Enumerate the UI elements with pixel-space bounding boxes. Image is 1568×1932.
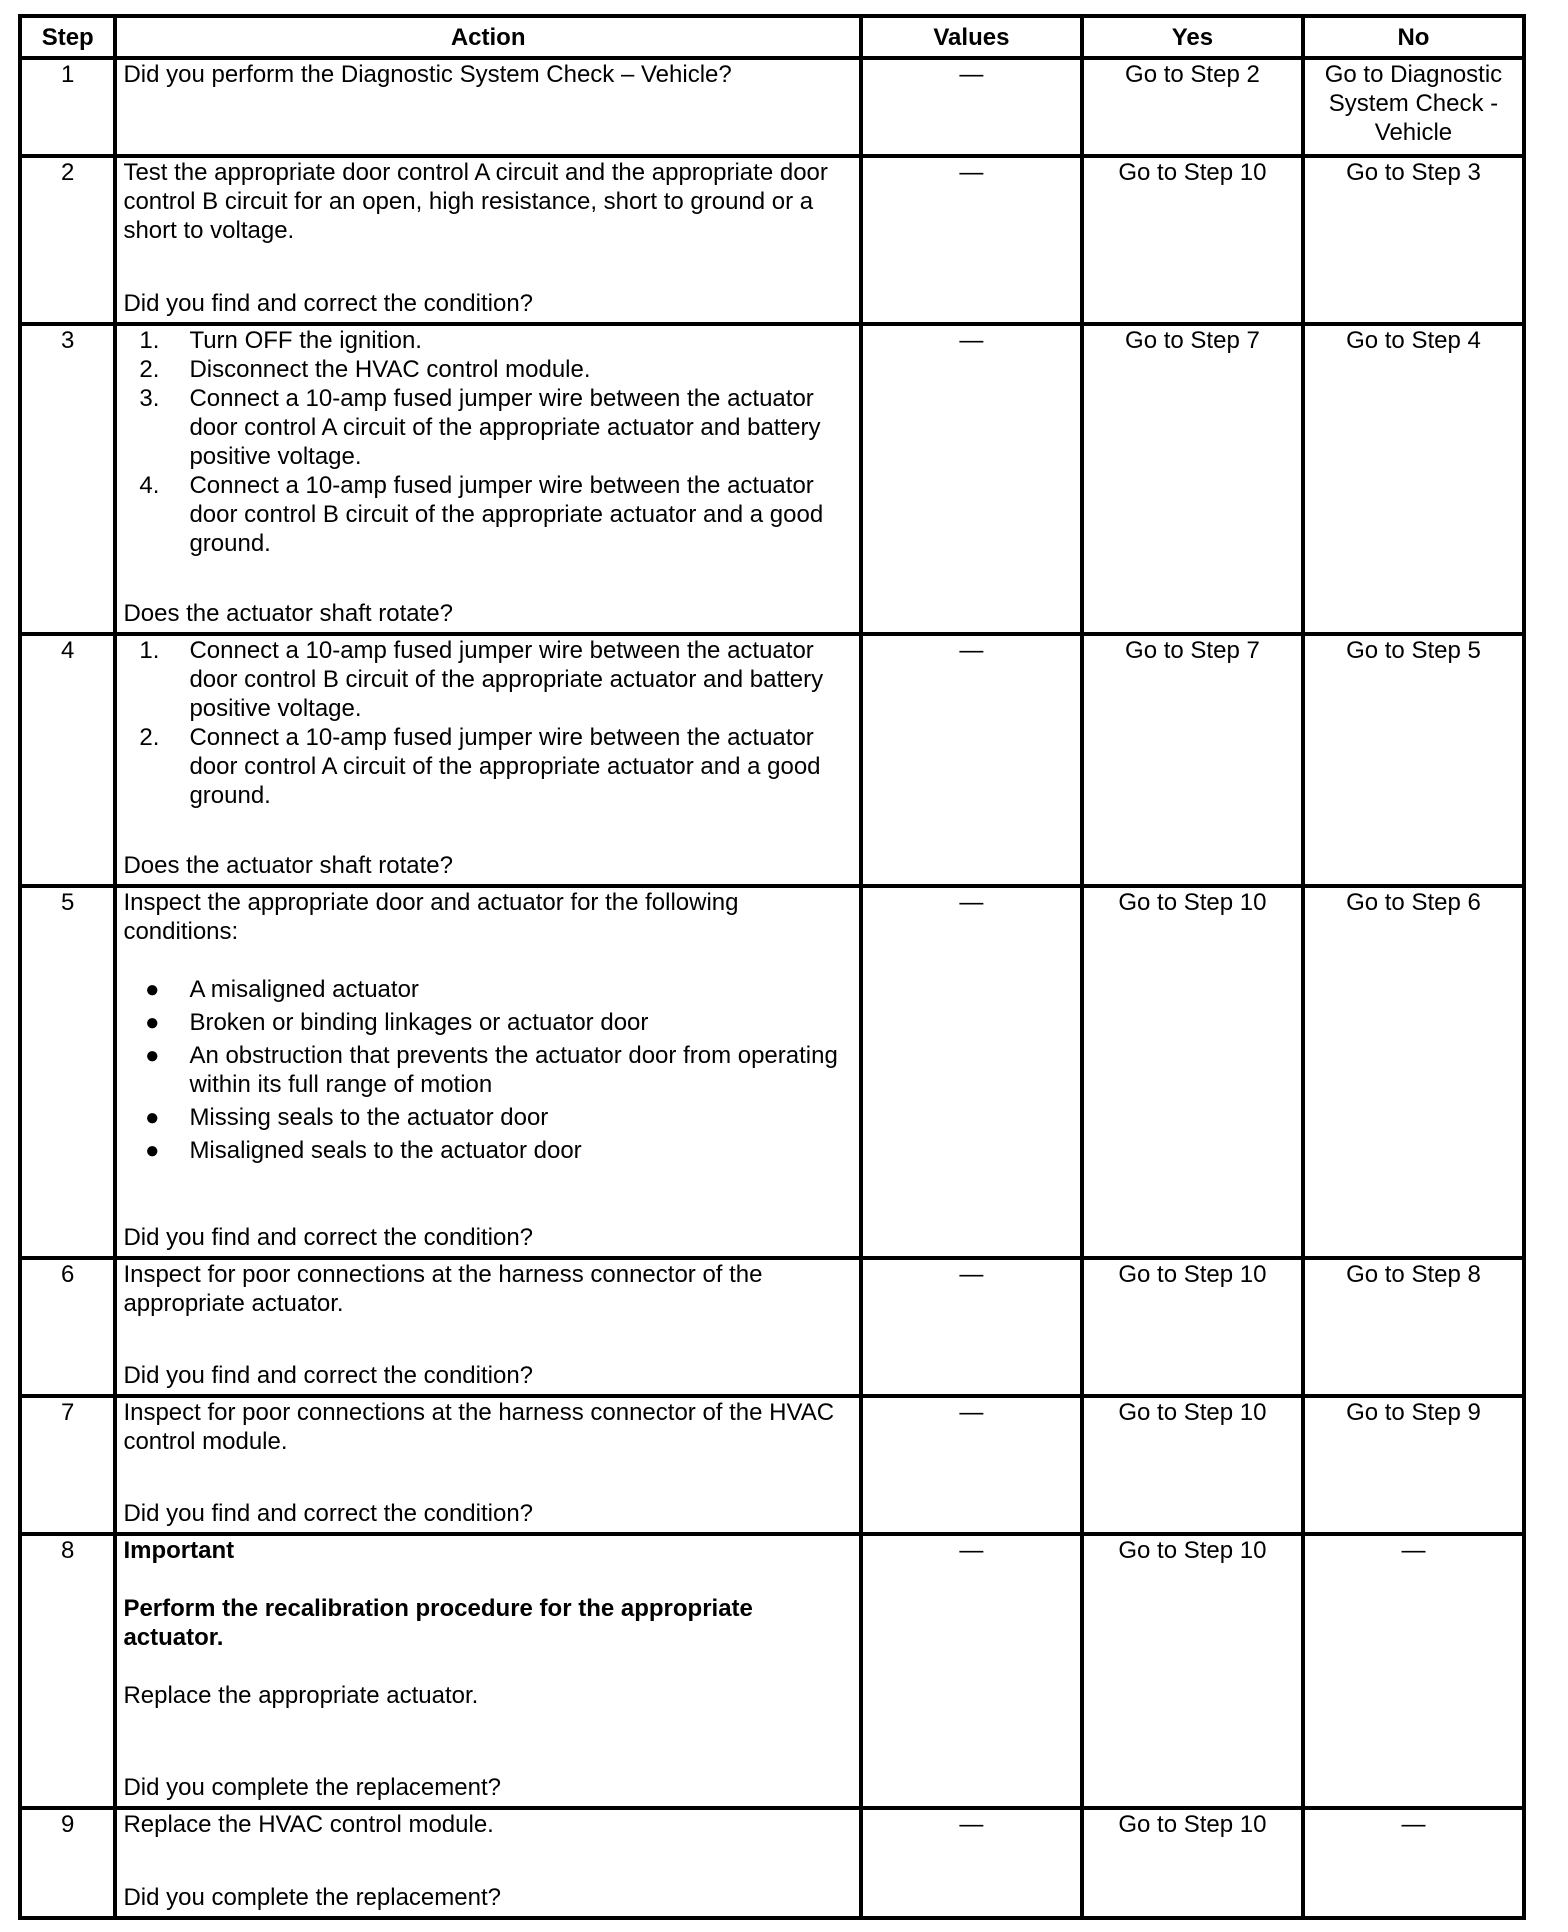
action-cell [115,634,860,886]
action-cell [115,58,860,156]
step-number: 1 [20,58,115,156]
no-cell: Go to Step 5 [1303,634,1524,886]
no-cell: Go to Step 4 [1303,324,1524,634]
table-row [20,1258,1524,1396]
action-question: Did you find and correct the condition? [123,1224,534,1251]
yes-cell: Go to Step 10 [1082,1396,1303,1534]
action-text: Test the appropriate door control A circuit and the appropriate door control B circuit for an open, high resistance, short to ground or a short to voltage. [123,159,828,244]
action-cell [115,156,860,324]
action-question: Did you complete the replacement? [123,1774,501,1801]
action-cell [115,324,860,634]
action-cell [115,886,860,1258]
bullet-icon: ● [144,1104,160,1131]
yes-cell: Go to Step 7 [1082,324,1303,634]
action-text: Replace the HVAC control module. [123,1811,494,1838]
value-cell: — [861,1396,1082,1534]
header-action: Action [115,16,860,58]
action-question: Does the actuator shaft rotate? [123,600,453,627]
action-cell [115,1258,860,1396]
value-cell: — [861,156,1082,324]
header-yes: Yes [1082,16,1303,58]
no-cell: Go to Step 6 [1303,886,1524,1258]
step-number: 7 [20,1396,115,1534]
action-question: Did you find and correct the condition? [123,1362,534,1389]
table-row [20,1534,1524,1808]
bullet-icon: ● [144,1137,160,1164]
value-cell: — [861,1258,1082,1396]
list-item [123,326,852,355]
item-text: Broken or binding linkages or actuator door [189,1009,649,1036]
list-item [123,1041,852,1099]
action-text: Inspect for poor connections at the harness connector of the HVAC control module. [123,1399,835,1455]
no-cell: Go to Step 9 [1303,1396,1524,1534]
bullet-icon: ● [144,976,160,1003]
table-row [20,634,1524,886]
yes-cell: Go to Step 7 [1082,634,1303,886]
action-question: Did you complete the replacement? [123,1884,501,1911]
item-number: 1. [139,637,160,664]
list-item [123,1103,852,1132]
step-number: 3 [20,324,115,634]
step-number: 8 [20,1534,115,1808]
item-text: An obstruction that prevents the actuator door from operating within its full range of motion [189,1042,838,1098]
item-number: 2. [139,356,160,383]
header-no: No [1303,16,1524,58]
step-number: 6 [20,1258,115,1396]
list-item [123,636,852,723]
item-number: 3. [139,385,160,412]
table-row [20,324,1524,634]
numbered-steps [123,636,852,810]
diagnostic-table [18,14,1526,1920]
table-row [20,156,1524,324]
action-body [123,1536,852,1710]
no-cell: Go to Step 8 [1303,1258,1524,1396]
numbered-steps [123,326,852,558]
no-cell: — [1303,1534,1524,1808]
yes-cell: Go to Step 10 [1082,886,1303,1258]
item-text: Missing seals to the actuator door [189,1104,549,1131]
bullet-icon: ● [144,1009,160,1036]
value-cell: — [861,634,1082,886]
action-text: Replace the appropriate actuator. [123,1682,479,1709]
list-item [123,723,852,810]
list-item [123,975,852,1004]
value-cell: — [861,1808,1082,1918]
yes-cell: Go to Step 2 [1082,58,1303,156]
value-cell: — [861,58,1082,156]
no-cell: Go to Diagnostic System Check - Vehicle [1303,58,1524,156]
step-number: 9 [20,1808,115,1918]
item-text: Misaligned seals to the actuator door [189,1137,582,1164]
table-row [20,1808,1524,1918]
step-number: 5 [20,886,115,1258]
no-cell: Go to Step 3 [1303,156,1524,324]
no-cell: — [1303,1808,1524,1918]
item-text: A misaligned actuator [189,976,419,1003]
action-cell [115,1808,860,1918]
action-text: Inspect the appropriate door and actuator for the following conditions: [123,889,739,945]
action-cell [115,1396,860,1534]
item-text: Connect a 10-amp fused jumper wire between the actuator door control B circuit of the appropriate actuator and a good ground. [189,472,824,557]
item-text: Turn OFF the ignition. [189,327,422,354]
item-number: 4. [139,472,160,499]
action-question: Did you find and correct the condition? [123,290,534,317]
table-row [20,1396,1524,1534]
condition-list [123,975,852,1165]
yes-cell: Go to Step 10 [1082,1534,1303,1808]
value-cell: — [861,1534,1082,1808]
value-cell: — [861,886,1082,1258]
list-item [123,384,852,471]
action-cell [115,1534,860,1808]
action-question: Does the actuator shaft rotate? [123,852,453,879]
item-number: 2. [139,724,160,751]
item-text: Connect a 10-amp fused jumper wire between the actuator door control A circuit of the appropriate actuator and battery positive voltage. [189,385,821,470]
item-text: Connect a 10-amp fused jumper wire between the actuator door control A circuit of the appropriate actuator and a good ground. [189,724,821,809]
yes-cell: Go to Step 10 [1082,1808,1303,1918]
header-row [20,16,1524,58]
step-number: 4 [20,634,115,886]
item-text: Connect a 10-amp fused jumper wire between the actuator door control B circuit of the appropriate actuator and battery positive voltage. [189,637,824,722]
yes-cell: Go to Step 10 [1082,156,1303,324]
table-row [20,886,1524,1258]
item-number: 1. [139,327,160,354]
item-text: Disconnect the HVAC control module. [189,356,591,383]
action-text: Inspect for poor connections at the harness connector of the appropriate actuator. [123,1261,763,1317]
bullet-icon: ● [144,1042,160,1069]
table-row [20,58,1524,156]
header-step: Step [20,16,115,58]
action-question: Did you find and correct the condition? [123,1500,534,1527]
list-item [123,1008,852,1037]
list-item [123,355,852,384]
important-text: Perform the recalibration procedure for the appropriate actuator. [123,1595,753,1651]
step-number: 2 [20,156,115,324]
important-heading: Important [123,1537,235,1564]
header-values: Values [861,16,1082,58]
yes-cell: Go to Step 10 [1082,1258,1303,1396]
action-body [123,888,852,1169]
list-item [123,1136,852,1165]
value-cell: — [861,324,1082,634]
action-text: Did you perform the Diagnostic System Check – Vehicle? [123,61,732,88]
list-item [123,471,852,558]
